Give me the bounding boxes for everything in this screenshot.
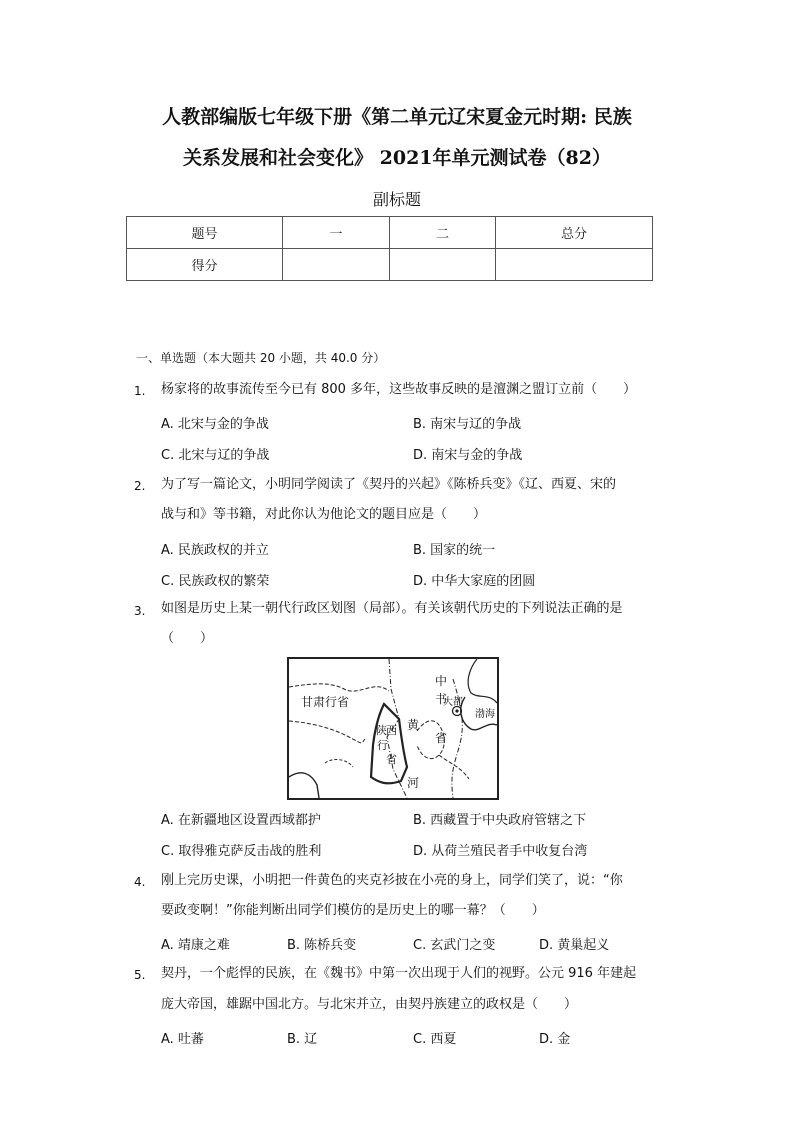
capital-marker	[455, 709, 458, 712]
option-c[interactable]: C. 北宋与辽的争战	[161, 448, 270, 463]
doc-title-line1: 人教部编版七年级下册《第二单元辽宋夏金元时期: 民族	[162, 106, 632, 128]
score-header-cell: 二	[390, 217, 496, 249]
score-cell[interactable]	[496, 249, 653, 281]
option-b[interactable]: B. 西藏置于中央政府管辖之下	[413, 813, 587, 828]
option-b[interactable]: B. 辽	[287, 1032, 318, 1047]
option-d[interactable]: D. 从荷兰殖民者手中收复台湾	[413, 844, 588, 859]
doc-title-line2: 关系发展和社会变化》 2021年单元测试卷（82）	[183, 147, 611, 169]
option-c[interactable]: C. 取得雅克萨反击战的胜利	[161, 844, 322, 859]
map-label-gansu: 甘肃行省	[301, 695, 350, 709]
map-label-shaanxi: 行	[377, 739, 388, 752]
option-a[interactable]: A. 靖康之难	[161, 938, 230, 953]
option-c[interactable]: C. 西夏	[413, 1032, 457, 1047]
score-cell[interactable]	[283, 249, 390, 281]
map-drawing	[289, 659, 497, 798]
question-text: 战与和》等书籍，对此你认为他论文的题目应是（ ）	[161, 507, 487, 522]
doc-subtitle: 副标题	[372, 190, 421, 209]
option-a[interactable]: A. 在新疆地区设置西域都护	[161, 813, 321, 828]
question-text: 庞大帝国，雄踞中国北方。与北宋并立，由契丹族建立的政权是（ ）	[161, 997, 578, 1012]
question-text: 如图是历史上某一朝代行政区划图（局部）。有关该朝代历史的下列说法正确的是	[161, 601, 623, 616]
option-a[interactable]: A. 北宋与金的争战	[161, 417, 269, 432]
score-cell[interactable]	[390, 249, 496, 281]
question-text: 刚上完历史课，小明把一件黄色的夹克衫披在小亮的身上，同学们笑了，说：“你	[161, 873, 623, 888]
option-b[interactable]: B. 陈桥兵变	[287, 938, 357, 953]
yuan-province-map	[287, 657, 499, 800]
score-header-cell: 总分	[496, 217, 653, 249]
question-text: （ ）	[161, 631, 214, 646]
option-c[interactable]: C. 玄武门之变	[413, 938, 496, 953]
score-header-cell: 题号	[127, 217, 283, 249]
score-header-cell: 一	[283, 217, 390, 249]
map-label-zhongshu: 书	[435, 692, 448, 706]
question-number: 2.	[134, 479, 146, 493]
score-table-row	[127, 249, 653, 281]
map-label-dadu: 大都	[443, 697, 463, 708]
question-number: 3.	[134, 604, 146, 618]
question-number: 5.	[134, 968, 146, 982]
map-label-zhongshu: 省	[435, 731, 448, 745]
score-table-header-row	[127, 217, 653, 249]
map-label-shaanxi: 西	[386, 724, 397, 737]
question-number: 4.	[134, 875, 146, 889]
option-b[interactable]: B. 国家的统一	[413, 543, 496, 558]
question-text: 杨家将的故事流传至今已有 800 多年，这些故事反映的是澶渊之盟订立前（ ）	[161, 382, 637, 397]
question-number: 1.	[134, 384, 146, 398]
option-a[interactable]: A. 吐蕃	[161, 1032, 204, 1047]
map-label-bohai: 渤海	[475, 709, 495, 720]
option-d[interactable]: D. 中华大家庭的团圆	[413, 574, 536, 589]
map-label-huanghe: 河	[407, 776, 420, 790]
section-heading: 一、单选题（本大题共 20 小题，共 40.0 分）	[136, 351, 386, 365]
score-row-label: 得分	[127, 249, 283, 281]
option-d[interactable]: D. 南宋与金的争战	[413, 448, 523, 463]
option-b[interactable]: B. 南宋与辽的争战	[413, 417, 522, 432]
map-label-shaanxi: 陕	[376, 724, 387, 737]
map-label-huanghe: 黄	[407, 718, 420, 732]
option-a[interactable]: A. 民族政权的并立	[161, 543, 269, 558]
question-text: 为了写一篇论文，小明同学阅读了《契丹的兴起》《陈桥兵变》《辽、西夏、宋的	[161, 477, 617, 492]
map-label-shaanxi: 省	[386, 753, 397, 766]
map-label-zhongshu: 中	[435, 674, 448, 688]
score-table	[126, 216, 653, 281]
question-text: 契丹，一个彪悍的民族，在《魏书》中第一次出现于人们的视野。公元 916 年建起	[161, 966, 637, 981]
option-d[interactable]: D. 黄巢起义	[539, 938, 610, 953]
question-text: 要政变啊！”你能判断出同学们模仿的是历史上的哪一幕？（ ）	[161, 903, 545, 918]
option-c[interactable]: C. 民族政权的繁荣	[161, 574, 270, 589]
option-d[interactable]: D. 金	[539, 1032, 571, 1047]
